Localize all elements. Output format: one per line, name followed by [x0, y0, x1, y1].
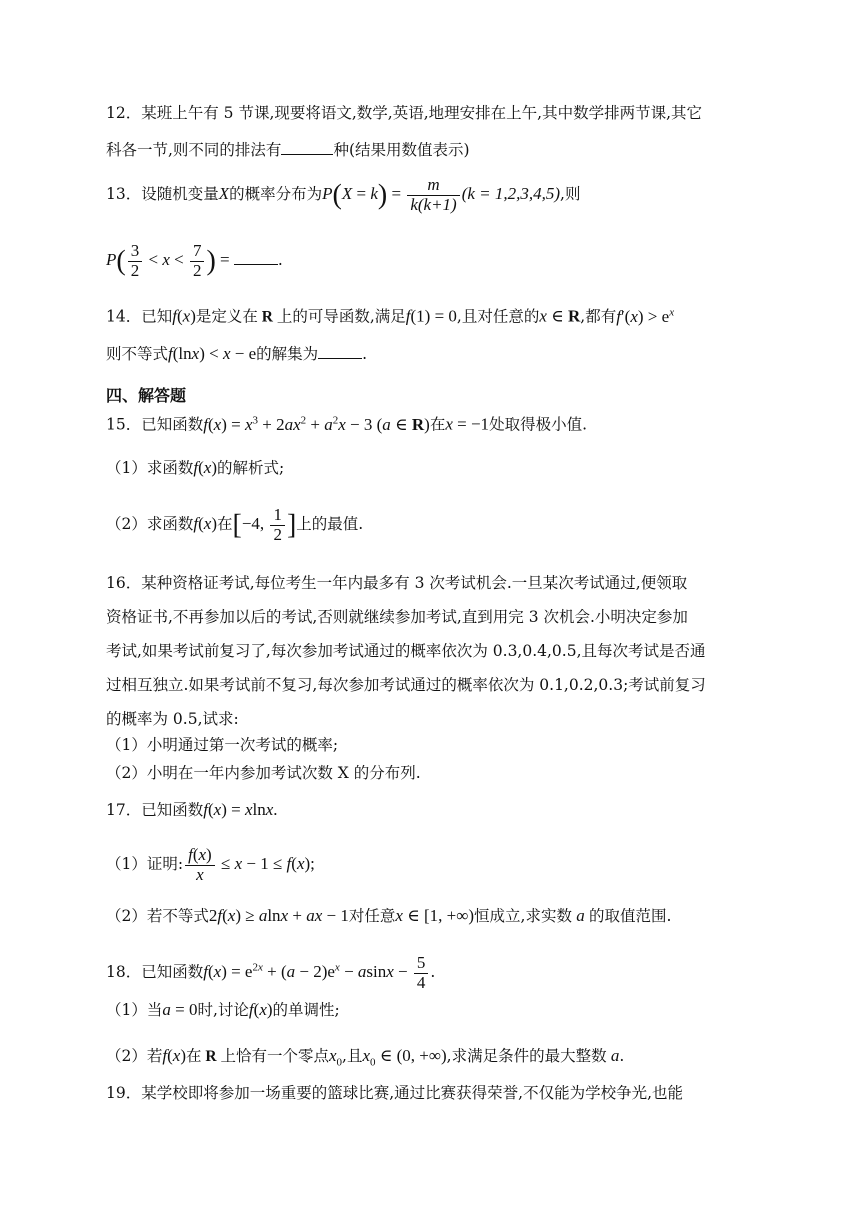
seven-halves: $\frac{7}{2}$ [190, 242, 205, 280]
answer-blank [281, 140, 333, 155]
answer-blank [234, 250, 278, 265]
q15-part1: （1）求函数f(x)的解析式; [106, 458, 285, 477]
q13-line2: P( $\frac{3}{2}$ < x < $\frac{7}{2}$ ) = . [106, 241, 283, 280]
three-halves: $\frac{3}{2}$ [128, 242, 143, 280]
q16-line3: 考试,如果考试前复习了,每次参加考试通过的概率依次为 0.3,0.4,0.5,且每次考试是否通 [106, 642, 706, 660]
q13-line1: 13．设随机变量X的概率分布为P(X = k) = $\frac{m}{k(k+1)}$ (k = 1,2,3,4,5),则 [106, 175, 581, 214]
q16-line5: 的概率为 0.5,试求: [106, 710, 239, 728]
q12-line2: 科各一节,则不同的排法有 种(结果用数值表示) [106, 141, 470, 159]
q16-part1: （1）小明通过第一次考试的概率; [106, 736, 339, 754]
q12-line1: 12．某班上午有 5 节课,现要将语文,数学,英语,地理安排在上午,其中数学排两节课,其它 [106, 104, 703, 122]
q16-line1: 16．某种资格证考试,每位考生一年内最多有 3 次考试机会.一旦某次考试通过,便领取 [106, 574, 688, 592]
answer-blank [318, 344, 362, 359]
q16-line2: 资格证书,不再参加以后的考试,否则就继续参加考试,直到用完 3 次机会.小明决定参加 [106, 608, 688, 626]
q13-fraction: $\frac{m}{k(k+1)}$ [407, 176, 459, 214]
q19-line1: 19．某学校即将参加一场重要的篮球比赛,通过比赛获得荣誉,不仅能为学校争光,也能 [106, 1084, 684, 1102]
q18-part2: （2）若f(x)在 R 上恰有一个零点$x_0$,且$x_0$ ∈ (0, +∞),求满足条件的最大整数 a. [106, 1046, 625, 1069]
q17-line1: 17．已知函数f(x) = xlnx. [106, 800, 278, 819]
q14-line2: 则不等式f(lnx) < x − e的解集为 . [106, 344, 368, 363]
section-heading: 四、解答题 [106, 386, 187, 405]
q17-part1: （1）证明: $\frac{f(x)}{x}$ ≤ x − 1 ≤ f(x); [106, 845, 315, 884]
q14-line1: 14．已知f(x)是定义在 R 上的可导函数,满足f(1) = 0,且对任意的x ∈ R,都有$f'(x) > e^x$ [106, 306, 675, 326]
q17-part2: （2）若不等式2f(x) ≥ alnx + ax − 1对任意x ∈ [1, +∞)恒成立,求实数 a 的取值范围. [106, 906, 672, 925]
q15-line1: 15．已知函数$f(x) = x^3 + 2ax^2 + a^2x - 3$ (a ∈ R)在x = −1处取得极小值. [106, 414, 587, 434]
q15-part2: （2）求函数f(x)在[−4, $\frac{1}{2}$ ]上的最值. [106, 505, 364, 544]
q16-line4: 过相互独立.如果考试前不复习,每次参加考试通过的概率依次为 0.1,0.2,0.3;考试前复习 [106, 676, 706, 694]
q18-line1: 18．已知函数$f(x) = e^{2x} + (a - 2)e^x - asinx$ − $\frac{5}{4}$ . [106, 953, 436, 992]
q18-part1: （1）当a = 0时,讨论f(x)的单调性; [106, 1000, 340, 1019]
q16-part2: （2）小明在一年内参加考试次数 X 的分布列. [106, 764, 421, 782]
